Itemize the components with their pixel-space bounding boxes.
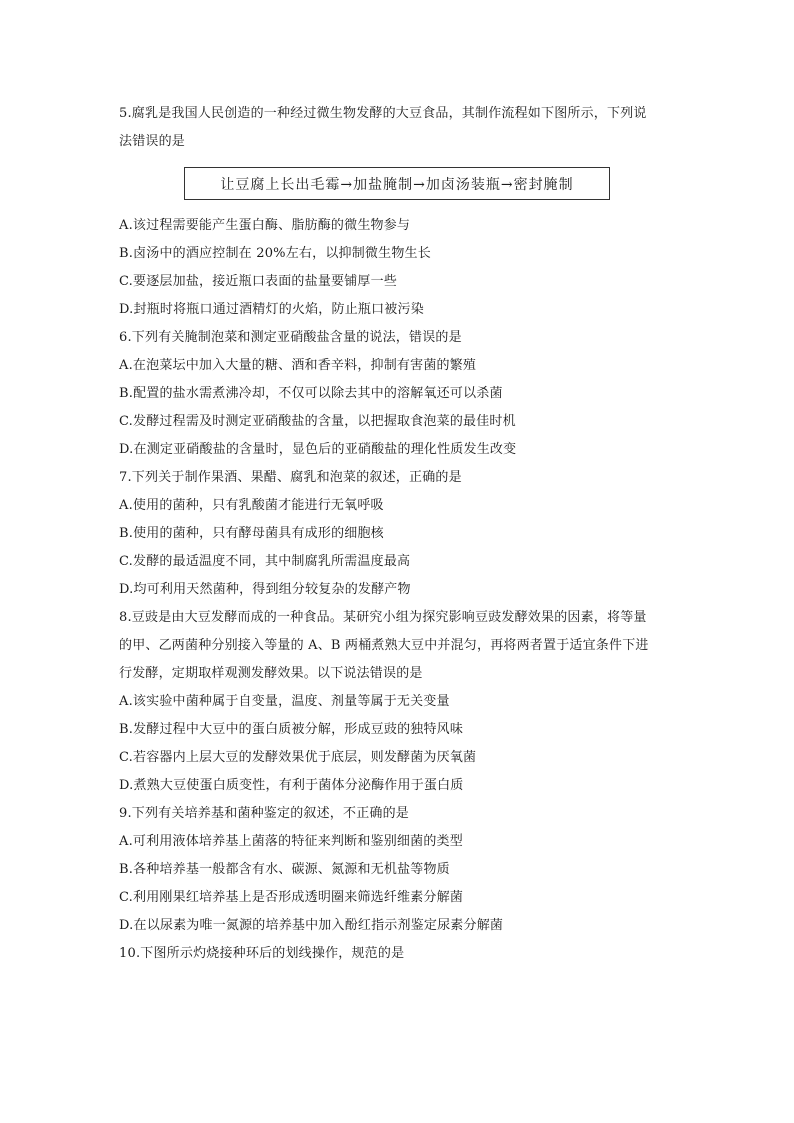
q7-option-d: D.均可利用天然菌种，得到组分较复杂的发酵产物: [119, 582, 411, 597]
q5-stem-line2: 法错误的是: [119, 134, 186, 149]
q5-flow-diagram: 让豆腐上长出毛霉→加盐腌制→加卤汤装瓶→密封腌制: [184, 167, 610, 200]
q7-option-b: B.使用的菌种，只有酵母菌具有成形的细胞核: [119, 526, 384, 541]
q5-option-a: A.该过程需要能产生蛋白酶、脂肪酶的微生物参与: [119, 218, 411, 233]
q9-option-c: C.利用刚果红培养基上是否形成透明圈来筛选纤维素分解菌: [119, 890, 464, 905]
q7-option-c: C.发酵的最适温度不同，其中制腐乳所需温度最高: [119, 554, 411, 569]
q7-option-a: A.使用的菌种，只有乳酸菌才能进行无氧呼吸: [119, 498, 384, 513]
q6-stem: 6.下列有关腌制泡菜和测定亚硝酸盐含量的说法，错误的是: [119, 330, 462, 345]
q9-option-b: B.各种培养基一般都含有水、碳源、氮源和无机盐等物质: [119, 862, 450, 877]
q7-stem: 7.下列关于制作果酒、果醋、腐乳和泡菜的叙述，正确的是: [119, 470, 462, 485]
q5-option-c: C.要逐层加盐，接近瓶口表面的盐量要铺厚一些: [119, 274, 398, 289]
q5-option-b: B.卤汤中的酒应控制在 20%左右，以抑制微生物生长: [119, 246, 431, 261]
q8-stem-line3: 行发酵，定期取样观测发酵效果。以下说法错误的是: [119, 666, 423, 681]
q9-option-d: D.在以尿素为唯一氮源的培养基中加入酚红指示剂鉴定尿素分解菌: [119, 918, 504, 933]
q8-option-c: C.若容器内上层大豆的发酵效果优于底层，则发酵菌为厌氧菌: [119, 750, 477, 765]
q6-option-c: C.发酵过程需及时测定亚硝酸盐的含量，以把握取食泡菜的最佳时机: [119, 414, 516, 429]
q10-stem: 10.下图所示灼烧接种环后的划线操作，规范的是: [119, 946, 405, 961]
q6-option-d: D.在测定亚硝酸盐的含量时，显色后的亚硝酸盐的理化性质发生改变: [119, 442, 517, 457]
q6-option-b: B.配置的盐水需煮沸冷却，不仅可以除去其中的溶解氧还可以杀菌: [119, 386, 503, 401]
q5-stem-line1: 5.腐乳是我国人民创造的一种经过微生物发酵的大豆食品，其制作流程如下图所示，下列说: [119, 106, 647, 121]
q9-option-a: A.可利用液体培养基上菌落的特征来判断和鉴别细菌的类型: [119, 834, 463, 849]
q8-option-b: B.发酵过程中大豆中的蛋白质被分解，形成豆豉的独特风味: [119, 722, 464, 737]
q6-option-a: A.在泡菜坛中加入大量的糖、酒和香辛料，抑制有害菌的繁殖: [119, 358, 477, 373]
q8-stem-line1: 8.豆豉是由大豆发酵而成的一种食品。某研究小组为探究影响豆豉发酵效果的因素，将等量: [119, 610, 647, 625]
q8-stem-line2: 的甲、乙两菌种分别接入等量的 A、B 两桶煮熟大豆中并混匀，再将两者置于适宜条件下进: [119, 638, 649, 653]
q9-stem: 9.下列有关培养基和菌种鉴定的叙述，不正确的是: [119, 806, 410, 821]
q8-option-d: D.煮熟大豆使蛋白质变性，有利于菌体分泌酶作用于蛋白质: [119, 778, 464, 793]
q5-option-d: D.封瓶时将瓶口通过酒精灯的火焰，防止瓶口被污染: [119, 302, 424, 317]
q8-option-a: A.该实验中菌种属于自变量，温度、剂量等属于无关变量: [119, 694, 450, 709]
